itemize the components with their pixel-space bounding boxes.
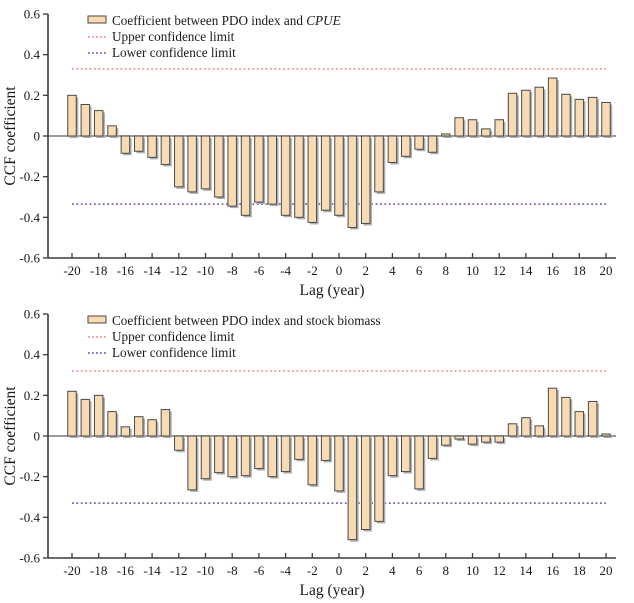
- bar-lag--3: [295, 436, 304, 459]
- bar-lag--9: [215, 136, 224, 197]
- bar-lag-19: [588, 97, 597, 136]
- bar-lag-11: [482, 436, 491, 442]
- bar-lag--11: [188, 136, 197, 192]
- bar-lag-10: [468, 120, 477, 136]
- ccf-chart-cpue: [0, 0, 634, 300]
- bar-lag-6: [415, 136, 424, 149]
- x-tick-label: -10: [196, 263, 215, 278]
- bar-lag--4: [281, 436, 290, 472]
- x-tick-label: 18: [572, 563, 586, 578]
- x-tick-label: -4: [280, 563, 292, 578]
- x-tick-label: -20: [63, 563, 81, 578]
- bar-lag-5: [402, 136, 411, 156]
- bar-lag-1: [348, 136, 357, 227]
- bar-lag-18: [575, 99, 584, 136]
- x-axis-title: Lag (year): [299, 282, 365, 299]
- legend-lower-label: Lower confidence limit: [112, 45, 236, 60]
- bar-lag-20: [602, 434, 611, 436]
- x-tick-label: 20: [599, 263, 613, 278]
- bar-lag-3: [375, 436, 384, 521]
- x-tick-label: -8: [226, 563, 238, 578]
- x-tick-label: 2: [362, 263, 369, 278]
- x-tick-label: 10: [466, 563, 479, 578]
- x-tick-label: 2: [362, 563, 369, 578]
- bar-lag-15: [535, 87, 544, 136]
- bar-lag--20: [68, 391, 77, 436]
- y-tick-label: 0.6: [23, 6, 40, 22]
- bar-lag-7: [428, 436, 437, 458]
- bar-lag--16: [121, 136, 129, 153]
- bar-lag-0: [335, 136, 344, 215]
- x-tick-label: -16: [116, 263, 135, 278]
- x-tick-label: -2: [306, 563, 318, 578]
- x-tick-label: -2: [306, 263, 318, 278]
- bar-lag--7: [241, 436, 250, 476]
- y-tick-label: -0.2: [19, 169, 40, 185]
- x-tick-label: 8: [442, 563, 450, 578]
- bar-lag-7: [428, 136, 437, 152]
- y-tick-label: -0.2: [19, 469, 40, 485]
- y-tick-label: 0.6: [23, 306, 40, 322]
- bar-lag--10: [201, 436, 210, 479]
- bar-lag-17: [562, 397, 571, 436]
- bar-lag--6: [255, 136, 264, 202]
- x-axis-title: Lag (year): [299, 582, 365, 599]
- legend-series-label: Coefficient between PDO index and CPUE: [112, 13, 341, 28]
- bar-lag--1: [321, 136, 330, 210]
- bar-lag--5: [268, 436, 277, 477]
- x-tick-label: -4: [280, 263, 292, 278]
- bar-lag-14: [522, 418, 531, 436]
- bar-lag--13: [161, 410, 170, 436]
- bar-lag-6: [415, 436, 424, 489]
- x-tick-label: 4: [389, 563, 396, 578]
- bar-lag-16: [548, 388, 557, 436]
- x-tick-label: 4: [389, 263, 396, 278]
- bar-lag-9: [455, 436, 464, 439]
- y-tick-label: 0.4: [23, 47, 40, 63]
- legend-bar-swatch: [88, 16, 106, 23]
- bar-lag-2: [361, 436, 370, 530]
- bar-lag--2: [308, 436, 317, 485]
- bar-lag-18: [575, 412, 584, 436]
- bar-lag--3: [295, 136, 304, 217]
- bar-lag--10: [201, 136, 210, 189]
- legend-series-label: Coefficient between PDO index and stock biomass: [112, 313, 381, 328]
- x-tick-label: 16: [546, 263, 560, 278]
- bar-lag--7: [241, 136, 250, 215]
- bar-lag-4: [388, 136, 397, 162]
- x-tick-label: -6: [253, 563, 265, 578]
- bar-lag--5: [268, 136, 277, 204]
- x-tick-label: -18: [90, 563, 108, 578]
- bar-lag-8: [442, 436, 451, 445]
- bar-lag-12: [495, 436, 504, 442]
- x-tick-label: 14: [519, 263, 533, 278]
- bar-lag-13: [508, 93, 517, 136]
- x-tick-label: -12: [170, 563, 188, 578]
- x-tick-label: -20: [63, 263, 81, 278]
- bar-lag-19: [588, 401, 597, 436]
- y-tick-label: 0: [33, 128, 40, 144]
- bar-lag--11: [188, 436, 197, 490]
- x-tick-label: 12: [492, 263, 506, 278]
- bar-lag--18: [94, 395, 103, 436]
- bar-lag--8: [228, 136, 237, 206]
- bar-lag-13: [508, 424, 517, 436]
- y-axis-title: CCF coefficient: [2, 86, 19, 186]
- bar-lag-12: [495, 120, 504, 136]
- legend-series-label-italic: CPUE: [306, 13, 341, 28]
- x-tick-label: -6: [253, 263, 265, 278]
- x-tick-label: 6: [415, 563, 423, 578]
- x-tick-label: 14: [519, 563, 533, 578]
- bar-lag-20: [602, 102, 611, 136]
- x-tick-label: 20: [599, 563, 613, 578]
- bar-lag-16: [548, 78, 557, 136]
- y-tick-label: 0.2: [23, 387, 40, 403]
- x-tick-label: -10: [196, 563, 215, 578]
- y-tick-label: 0.4: [23, 347, 40, 363]
- y-tick-label: 0: [33, 428, 40, 444]
- bar-lag--19: [81, 399, 90, 436]
- bar-lag--9: [215, 436, 224, 473]
- bar-lag--19: [81, 104, 90, 136]
- bar-lag--14: [148, 420, 157, 436]
- bar-lag--14: [148, 136, 157, 157]
- y-tick-label: -0.4: [19, 209, 40, 225]
- bar-lag-10: [468, 436, 477, 444]
- legend-upper-label: Upper confidence limit: [112, 29, 235, 44]
- bar-lag--4: [281, 136, 290, 215]
- bar-lag--18: [94, 111, 103, 136]
- bar-lag--15: [135, 417, 144, 436]
- bar-lag--15: [135, 136, 144, 151]
- x-tick-label: 8: [442, 263, 450, 278]
- bar-lag-2: [361, 136, 370, 223]
- bar-lag--16: [121, 427, 129, 436]
- bar-lag-9: [455, 118, 464, 136]
- x-tick-label: -14: [143, 263, 161, 278]
- bar-lag-0: [335, 436, 344, 491]
- bar-lag-15: [535, 426, 544, 436]
- x-tick-label: 16: [546, 563, 560, 578]
- legend-bar-swatch: [88, 316, 106, 323]
- x-tick-label: -8: [226, 263, 238, 278]
- bar-lag--2: [308, 136, 317, 222]
- x-tick-label: 10: [466, 263, 479, 278]
- bar-lag-14: [522, 90, 531, 136]
- bar-lag-11: [482, 129, 491, 136]
- bar-lag--17: [108, 412, 117, 436]
- bar-lag-4: [388, 436, 397, 476]
- bar-lag--13: [161, 136, 170, 164]
- y-tick-label: -0.4: [19, 509, 40, 525]
- bar-lag-8: [442, 134, 451, 136]
- bar-lag--12: [175, 436, 184, 450]
- x-tick-label: -16: [116, 563, 135, 578]
- bar-lag--6: [255, 436, 264, 469]
- bar-lag-5: [402, 436, 411, 472]
- bar-lag-1: [348, 436, 357, 540]
- y-tick-label: -0.6: [19, 550, 40, 566]
- x-tick-label: -14: [143, 563, 161, 578]
- legend-upper-label: Upper confidence limit: [112, 329, 235, 344]
- x-tick-label: -18: [90, 263, 108, 278]
- bar-lag--12: [175, 136, 184, 187]
- x-tick-label: 0: [335, 563, 343, 578]
- bar-lag--17: [108, 126, 117, 136]
- x-tick-label: -12: [170, 263, 188, 278]
- y-tick-label: 0.2: [23, 87, 40, 103]
- x-tick-label: 6: [415, 263, 423, 278]
- bar-lag--20: [68, 95, 77, 136]
- ccf-chart-stock-biomass: [0, 300, 634, 603]
- bar-lag--8: [228, 436, 237, 477]
- y-axis-title: CCF coefficient: [2, 386, 19, 486]
- bar-lag-17: [562, 94, 571, 136]
- bar-lag--1: [321, 436, 330, 460]
- y-tick-label: -0.6: [19, 250, 40, 266]
- x-tick-label: 0: [335, 263, 343, 278]
- bar-lag-3: [375, 136, 384, 192]
- x-tick-label: 12: [492, 563, 506, 578]
- legend-lower-label: Lower confidence limit: [112, 345, 236, 360]
- x-tick-label: 18: [572, 263, 586, 278]
